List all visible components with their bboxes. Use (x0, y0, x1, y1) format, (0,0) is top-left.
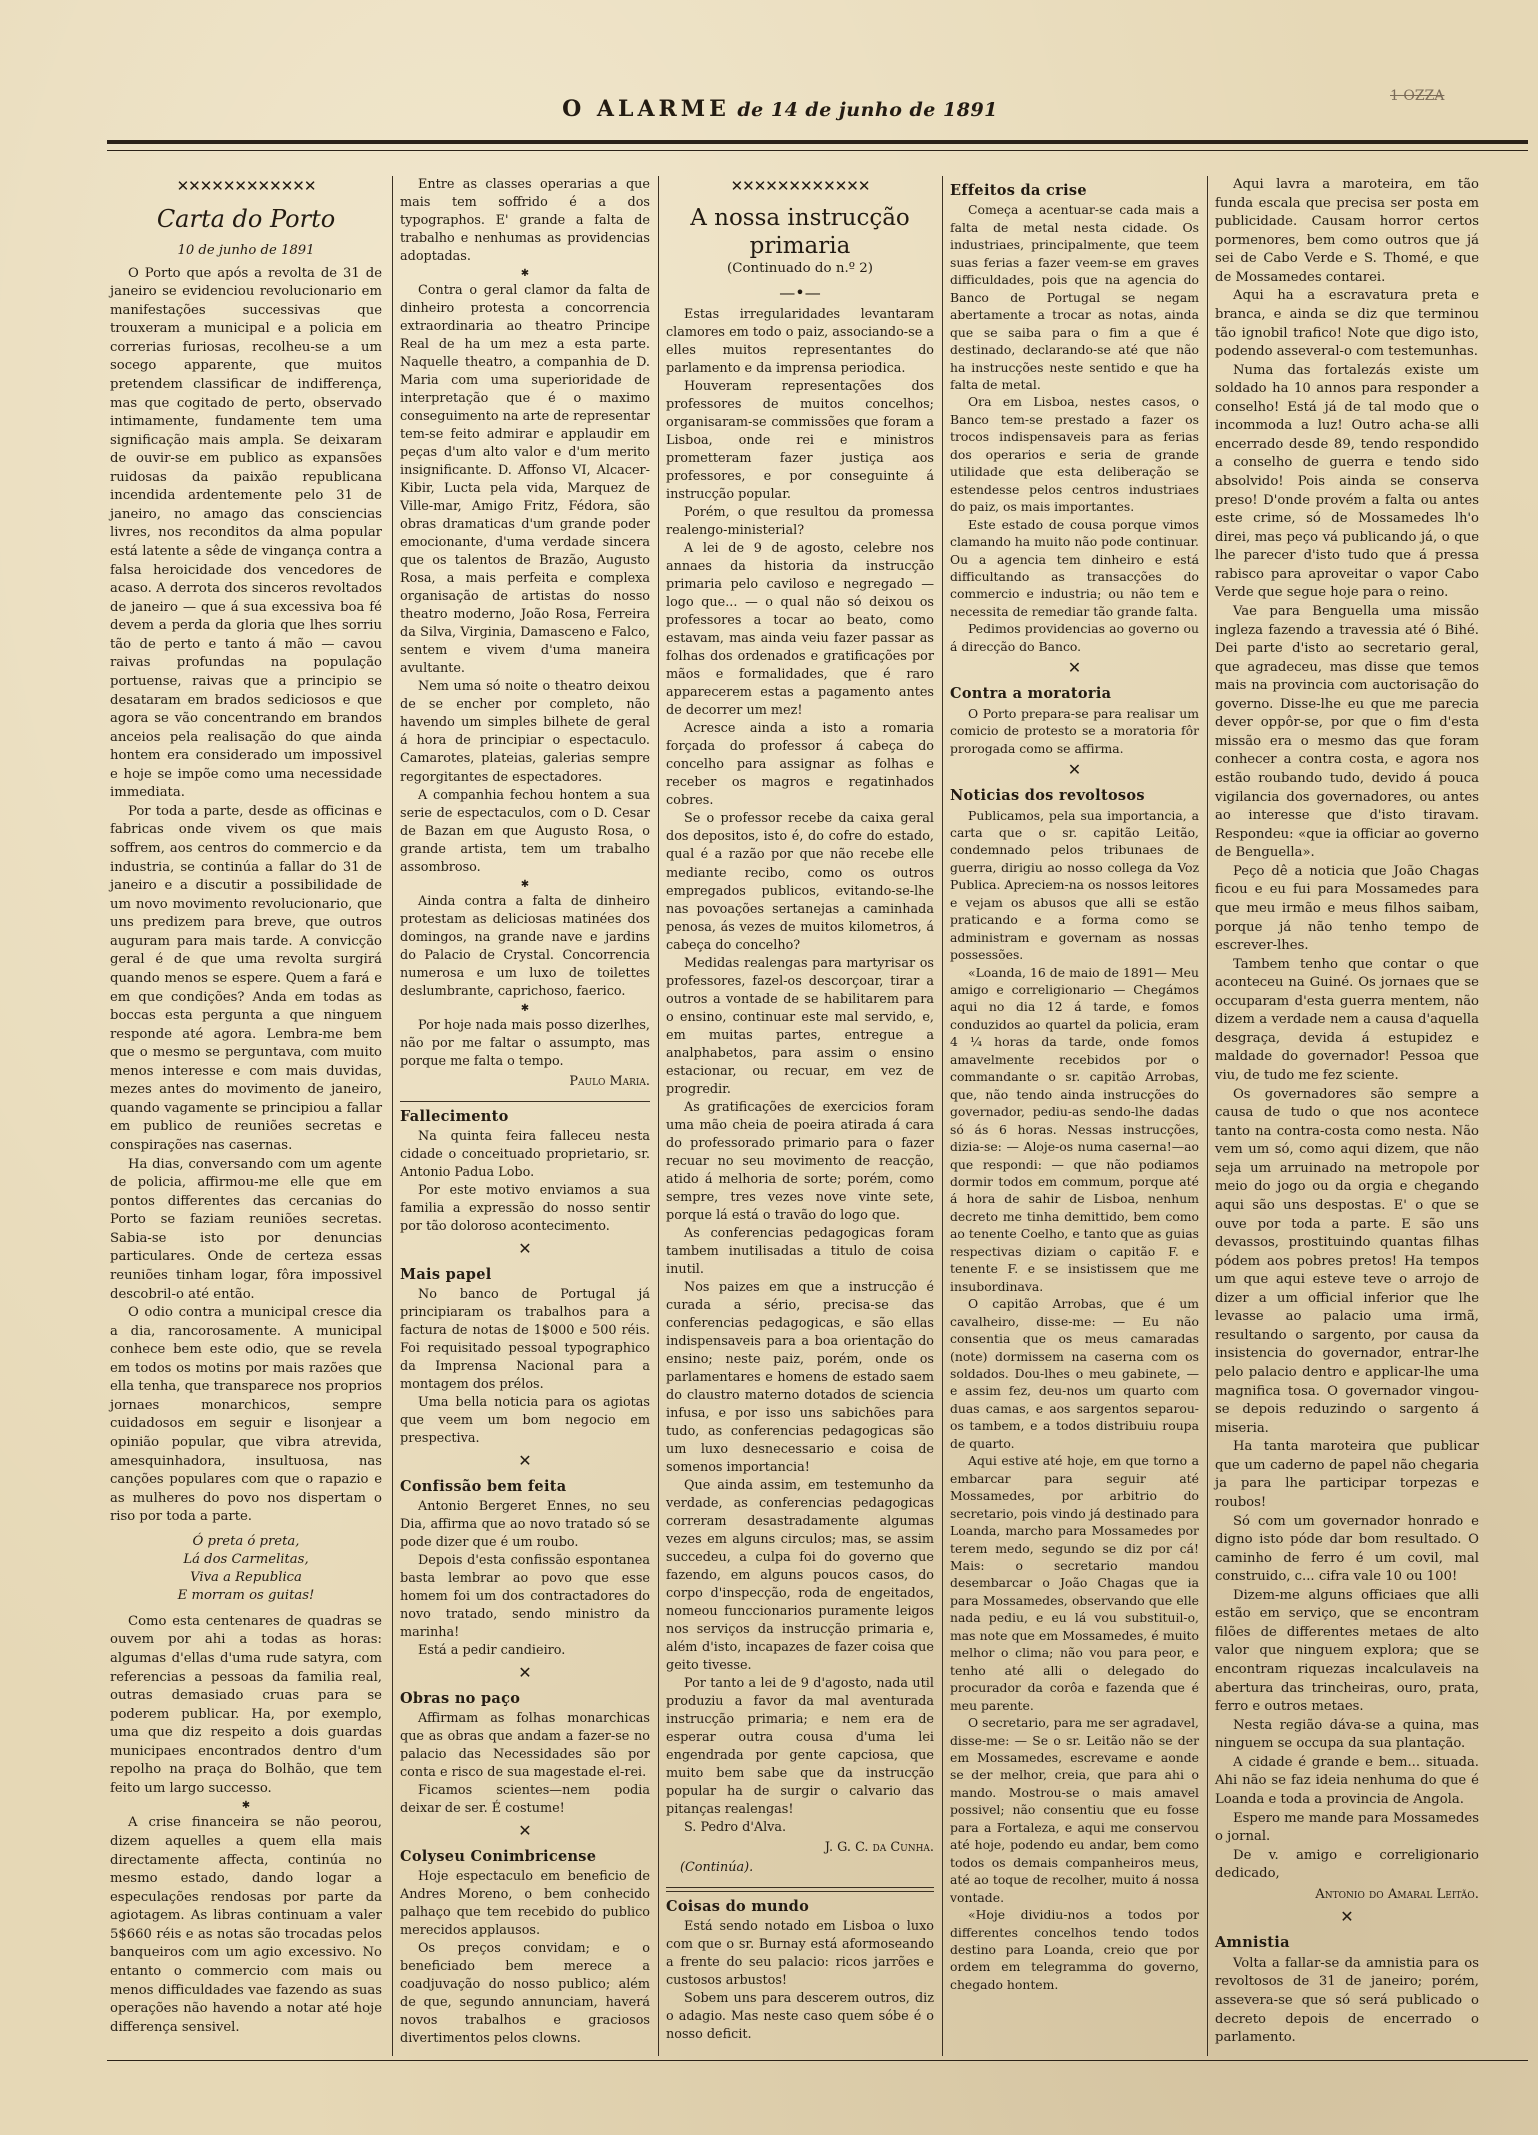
cross-separator: ✕ (1067, 658, 1082, 678)
paragraph: Como esta centenares de quadras se ouvem por ahi a todas as horas: algumas d'ellas d'uma rude satyra, com referencias a pessoas da familia real, outras demasiado cruas para se poderem publicar. Ha, por exemplo, uma que diz respeito a dois guardas municipaes encontrados dentro d'um repolho na praça do Bolhão, que tem feito um largo successo. (110, 1613, 382, 1796)
section-star: ✱ (520, 878, 530, 890)
paragraph: Ora em Lisboa, nestes casos, o Banco tem-se prestado a fazer os trocos indispensaveis para as ferias dos operarios e seria de grande utilidade que esta deliberação se estendesse pelos centros industriaes do paiz, os mais importantes. (950, 394, 1199, 515)
paragraph: Por este motivo enviamos a sua familia a expressão do nosso sentir por tão doloroso acontecimento. (400, 1182, 650, 1234)
paragraph: Por tanto a lei de 9 d'agosto, nada util produziu a favor da mal aventurada instrucção primaria; e nem era de esperar outra cousa d'uma lei engendrada por gente capciosa, que muito bem sabe que da instrucção popular ha de surgir o calvario das pitanças realengas! (666, 1676, 934, 1818)
paragraph: Tambem tenho que contar o que aconteceu na Guiné. Os jornaes que se occuparam d'esta guerra mentem, não dizem a verdade nem a causa d'aquella desgraça, devida á estupidez e maldade do governador! Pessoa que viu, de tudo me fez sciente. (1215, 956, 1479, 1083)
paragraph: «Loanda, 16 de maio de 1891— Meu amigo e correligionario — Chegámos aqui no dia 12 á tarde, e fomos conduzidos ao quartel da policia, eram 4 ¼ horas da tarde, onde fomos amavelmente recebidos por o commandante o sr. capitão Arrobas, que, não tendo ainda instrucções do governador, pediu-as sendo-lhe dadas só ás 6 horas. Nessas instrucções, dizia-se: — Aloje-os numa caserna!—ao que respondi: — que não podiamos dormir todos em commum, porque até á hora de sahir de Lisboa, nenhum decreto me tinha demittido, bem como ao tenente Coelho, e tanto que as guias respectivas diziam o capitão F. e tenente F. e se insistissem que me insubordinava. (950, 964, 1199, 1294)
column-3 (666, 176, 934, 2045)
header-rule-thin (107, 150, 1528, 151)
cross-separator: ✕ (518, 1821, 532, 1841)
cross-separator: ✕ (518, 1238, 532, 1258)
paragraph: A cidade é grande e bem... situada. Ahi não se faz ideia nenhuma do que é Loanda e toda a provincia de Angola. (1215, 1754, 1479, 1807)
paragraph: Houveram representações dos professores de muitos concelhos; organisaram-se commissões que foram a Lisboa, onde rei e ministros prometteram fazer justiça aos professores, e por conseguinte á instrucção popular. (666, 379, 934, 503)
paragraph: O odio contra a municipal cresce dia a dia, rancorosamente. A municipal conhece bem este odio, que se revela em todos os motins por mais razões que ella tenha, que transparece nos proprios jornaes monarchicos, sempre cuidadosos em seguir e lisonjear a opinião popular, que vibra atrevida, amesquinhadora, insultuosa, nas canções populares com que o rapazio e as mulheres do povo nos dispertam o riso por toda a parte. (110, 1305, 382, 1525)
dateline: 10 de junho de 1891 (177, 243, 315, 258)
paragraph: A crise financeira se não peorou, dizem aquelles a quem ella mais directamente affecta, continúa no mesmo estado, dando logar a especulações rendosas por parte da agiotagem. As libras continuam a valer 5$660 réis e as notas são trocadas pelos banqueiros com um agio excessivo. No entanto o commercio com mais ou menos difficuldades vae fazendo as suas operações não havendo a notar até hoje differença sensivel. (110, 1815, 382, 2035)
paragraph: Affirmam as folhas monarchicas que as obras que andam a fazer-se no palacio das Necessidades são por conta e risco de sua magestade el-rei. (400, 1711, 650, 1781)
paragraph: As conferencias pedagogicas foram tambem inutilisadas a titulo de coisa inutil. (666, 1225, 934, 1277)
paragraph: Ha tanta maroteira que publicar que um caderno de papel não chegaria ja para lhe participar torpezas e roubos! (1215, 1439, 1479, 1510)
section-heading: Coisas do mundo (666, 1898, 810, 1916)
paragraph: Publicamos, pela sua importancia, a carta que o sr. capitão Leitão, condemnado pelos tribunaes de guerra, dirigiu ao nosso collega da Voz Publica. Apreciem-na os nossos leitores e vejam os abusos que alli se estão praticando e a forma como se administram e governam as nossas possessões. (950, 807, 1199, 963)
verse-line: Viva a Republica (190, 1569, 302, 1585)
paragraph: Vae para Benguella uma missão ingleza fazendo a travessia até ó Bihé. Dei parte d'isto ao secretario geral, que agradeceu, mas disse que temos mais na provincia com auctorisação do governo. Disse-lhe eu que me parecia dever oppôr-se, por que o fim d'esta missão era o mesmo das que foram conhecer a contra costa, e agora nos estão roubando tudo, devido á pouca vigilancia dos governadores, ou antes ao interesse que d'isto tiravam. Respondeu: «que ia officiar ao governo de Benguella». (1215, 603, 1479, 861)
paragraph: Este estado de cousa porque vimos clamando ha muito não pode continuar. Ou a agencia tem dinheiro e está difficultando as transacções do commercio e industria; ou não tem e necessita de remediar tão grande falta. (950, 516, 1199, 619)
paragraph: Espero me mande para Mossamedes o jornal. (1215, 1810, 1479, 1845)
paragraph: Só com um governador honrado e digno isto póde dar bom resultado. O caminho de ferro é um covil, mal construido, c... cifra vale 10 ou 100! (1215, 1513, 1479, 1585)
section-heading: Noticias dos revoltosos (950, 787, 1145, 805)
column-divider (1207, 176, 1208, 2056)
section-heading: Fallecimento (400, 1107, 509, 1125)
cross-separator: ✕ (1340, 1907, 1354, 1927)
section-rule (666, 1887, 934, 1892)
paragraph: Contra o geral clamor da falta de dinheiro protesta a concorrencia extraordinaria ao theatro Principe Real de ha um mez a esta parte. Naquelle theatro, a companhia de D. Maria com uma superioridade de interpretação que é o maximo conseguimento na arte de representar tem-se feito admirar e applaudir em peças d'um alto valor e d'um merito insignificante. D. Affonso VI, Alcacer-Kibir, Lucta pela vida, Marquez de Ville-mar, Amigo Fritz, Fédora, são obras dramaticas d'um grande poder emocionante, d'uma verdade sincera que os talentos de Brazão, Augusto Rosa, a mais perfeita e complexa organisação de artistas do nosso theatro moderno, João Rosa, Ferreira da Silva, Virginia, Damasceno e Falco, sentem e vivem d'uma maneira avultante. (400, 283, 650, 677)
paragraph: «Hoje dividiu-nos a todos por differentes concelhos tendo todos destino para Loanda, creio que por ordem em telegramma do governo, chegado hontem. (950, 1907, 1199, 1992)
paragraph: Medidas realengas para martyrisar os professores, fazel-os descorçoar, tirar a outros a vontade de se habilitarem para o ensino, continuar este mal servido, e, em muitas partes, entregue a analphabetos, para assim o ensino estacionar, ou recuar, em vez de progredir. (666, 955, 934, 1097)
column-4 (950, 176, 1199, 1993)
paragraph: Está a pedir candieiro. (418, 1643, 566, 1659)
paragraph: Se o professor recebe da caixa geral dos depositos, isto é, do cofre do estado, qual é a razão por que não recebe elle mediante recibo, como os outros empregados publicos, evitando-se-lhe nas povoações sertanejas a caminhada penosa, ás vezes de muitos kilometros, á cabeça do concelho? (666, 811, 934, 953)
section-heading: Effeitos da crise (950, 182, 1087, 199)
paragraph: As gratificações de exercicios foram uma mão cheia de poeira atirada á cara do professorado primario para o fazer recuar no seu movimento de reacção, atido á melhoria de sorte; porém, como sempre, tres vezes nove vinte sete, porque lá está o travão do logo que. (666, 1099, 934, 1223)
paragraph: Acresce ainda a isto a romaria forçada do professor á cabeça do concelho para assignar as folhas e receber os magros e regatinhados cobres. (666, 721, 934, 809)
paragraph: Por hoje nada mais posso dizerlhes, não por me faltar o assumpto, mas porque me falta o tempo. (400, 1017, 650, 1069)
paragraph: No banco de Portugal já principiaram os trabalhos para a factura de notas de 1$000 e 500 réis. Foi requisitado pessoal typographico da Imprensa Nacional para a montagem dos prélos. (400, 1286, 650, 1392)
paragraph: O Porto prepara-se para realisar um comicio de protesto se a moratoria fôr prorogada como se affirma. (950, 705, 1199, 756)
place-line: S. Pedro d'Alva. (684, 1820, 787, 1836)
dash-ornament: —•— (779, 283, 821, 303)
section-heading: Contra a moratoria (950, 685, 1112, 703)
paragraph: Por toda a parte, desde as officinas e fabricas onde vivem os que mais soffrem, aos centros do commercio e da industria, se continúa a fallar do 31 de janeiro e a discutir a possibilidade de um novo movimento revolucionario, que uns predizem para breve, que outros auguram para mais tarde. A convicção geral é de que uma revolta surgirá quando menos se espere. Quem a fará e em que condições? Anda em todas as boccas esta pergunta a que ninguem responde até agora. Lembra-me bem que o mesmo se perguntava, com muito menos interesse e com mais duvidas, mezes antes do movimento de janeiro, quando vagamente se principiou a fallar em publico de reuniões secretas e conspirações nas casernas. (110, 803, 382, 1153)
cross-separator: ✕ (1067, 760, 1082, 780)
column-divider (392, 176, 393, 2056)
paragraph: Sobem uns para descerem outros, diz o adagio. Mas neste caso quem sóbe é o nosso deficit. (666, 1991, 934, 2043)
newspaper-title: O ALARME (562, 96, 730, 122)
paragraph: Aqui lavra a maroteira, em tão funda escala que precisa ser posta em publicidade. Causam horror certos pormenores, bem como outros que já sei de Cabo Verde e S. Thomé, e que de Mossamedes contarei. (1215, 177, 1479, 285)
section-heading: Confissão bem feita (400, 1478, 567, 1496)
article-heading: A nossa instrucção primaria (690, 205, 910, 259)
column-1 (110, 176, 382, 2037)
section-heading: Obras no paço (400, 1690, 521, 1708)
verse-line: E morram os guitas! (177, 1587, 315, 1603)
section-heading: Mais papel (400, 1265, 492, 1283)
paragraph: Depois d'esta confissão espontanea basta lembrar ao povo que esse homem foi um dos contractadores do novo tratado, sendo ministro da marinha! (400, 1553, 650, 1641)
paragraph: Pedimos providencias ao governo ou á direcção do Banco. (950, 621, 1199, 654)
section-rule (400, 1101, 650, 1102)
paragraph: Na quinta feira falleceu nesta cidade o conceituado proprietario, sr. Antonio Padua Lobo. (400, 1128, 650, 1180)
paragraph: O secretario, para me ser agradavel, disse-me: — Se o sr. Leitão não se der em Mossamedes, escrevame e aonde se der melhor, creia, que para ahi o mando. Mostrou-se o mais amavel possivel; não consentiu que eu fosse para a Fortaleza, e aqui me conservou até hoje, podendo eu andar, bem como todos os demais companheiros meus, até ao toque de recolher, muito á nossa vontade. (950, 1715, 1199, 1905)
paragraph: Hoje espectaculo em beneficio de Andres Moreno, o bem conhecido palhaço que tem recebido do publico merecidos applausos. (400, 1869, 650, 1939)
verse (110, 1533, 382, 1605)
paragraph: Nos paizes em que a instrucção é curada a sério, precisa-se das conferencias pedagogicas, e são ellas indispensaveis para a boa orientação do ensino; neste paiz, porém, onde os parlamentares e homens de estado saem do claustro materno dotados de sciencia infusa, e por isso uns sabichões para tudo, as conferencias pedagogicas são um luxo desnecessario e coisa de somenos importancia! (666, 1279, 934, 1476)
article-subheading: (Continuado do n.º 2) (726, 261, 873, 276)
signature: J. G. C. da Cunha. (824, 1840, 934, 1856)
section-star: ✱ (241, 1800, 251, 1812)
section-star: ✱ (520, 268, 530, 280)
column-2 (400, 176, 650, 2048)
paragraph: De v. amigo e correligionario dedicado, (1215, 1847, 1479, 1882)
cross-separator: ✕ (518, 1663, 532, 1683)
column-divider (942, 176, 943, 2056)
cross-separator: ✕ (518, 1451, 532, 1471)
verse-line: Lá dos Carmelitas, (183, 1551, 309, 1567)
paragraph: Aqui estive até hoje, em que torno a embarcar para seguir até Mossamedes, por arbitrio do secretario, pois vindo já destinado para Loanda, marcho para Mossamedes por terem medo, segundo se diz por cá! Mais: o secretario mandou desembarcar o João Chagas que ia para Mossamedes, observando que elle nada pediu, e eu lá vou substituil-o, mas note que em Mossamedes, é muito melhor o clima; não vou para peor, e tenho até alli o delegado do procurador da corôa e fazenda que é meu parente. (950, 1453, 1199, 1713)
paragraph: Começa a acentuar-se cada mais a falta de metal nesta cidade. Os industriaes, principalmente, que teem suas ferias a fazer veem-se em graves difficuldades, pois que na agencia do Banco de Portugal se negam abertamente a trocar as notas, ainda que se saiba para o fim a que é destinado, declarando-se até que não ha instrucções neste sentido e que ha falta de metal. (950, 202, 1199, 392)
paragraph: O capitão Arrobas, que é um cavalheiro, disse-me: — Eu não consentia que os meus camaradas (note) dormissem na caserna com os soldados. Dou-lhes o meu gabinete, — e assim fez, deu-nos um quarto com duas camas, e aos sargentos separou-os tambem, e a todos distribuiu roupa de quarto. (950, 1296, 1199, 1451)
section-star: ✱ (520, 1002, 530, 1014)
paragraph: Estas irregularidades levantaram clamores em todo o paiz, associando-se a elles muitos representantes do parlamento e da imprensa periodica. (666, 307, 934, 377)
issue-date: de 14 de junho de 1891 (737, 99, 998, 121)
paragraph: Nesta região dáva-se a quina, mas ninguem se occupa da sua plantação. (1215, 1717, 1479, 1752)
paragraph: O Porto que após a revolta de 31 de janeiro se evidenciou revolucionario em manifestações successivas que trouxeram a municipal e a policia em correrias furiosas, recolheu-se a um socego apparente, que muitos pretendem classificar de indifferença, mas que cogitado de perto, observado intimamente, fundamente tem uma significação mais ampla. Se deixaram de ouvir-se em publico as expansões ruidosas da paixão republicana incendida ardentemente pelo 31 de janeiro, no amago das consciencias livres, nos reconditos da alma popular está latente a sêde de vingança contra a falsa heroicidade dos vencedores de acaso. A derrota dos sinceros revoltados de janeiro — que á sua excessiva boa fé devem a perda da gloria que lhes sorriu tão de perto e tanto á mão — cavou raivas profundas na população portuense, raivas que a principio se desataram em brados sediciosos e que agora se vão concentrando em brandos anceios pela realisação do que ainda hontem era considerado um impossivel e hoje se impõe como uma necessidade immediata. (110, 265, 382, 801)
article-heading: Carta do Porto (156, 205, 336, 233)
paragraph: Numa das fortalezás existe um soldado ha 10 annos para responder a conselho! Está já de tal modo que o incommoda a luz! Outro acha-se alli encerrado desde 89, tendo respondido a conselho de guerra e tendo sido absolvido! Pois ainda se conserva preso! D'onde provém a falta ou antes este crime, só de Mossamedes lh'o direi, mas peço vá publicando já, o que lhe parecer d'isto tudo que á pressa rabisco para aproveitar o vapor Cabo Verde que segue hoje para o reino. (1215, 362, 1479, 601)
paragraph: Peço dê a noticia que João Chagas ficou e eu fui para Mossamedes para que meu irmão e meus filhos saibam, porque já não tenho tempo de escrever-lhes. (1215, 863, 1479, 954)
paragraph: Entre as classes operarias a que mais tem soffrido é a dos typographos. E' grande a falta de trabalho e nenhumas as providencias adoptadas. (400, 177, 650, 265)
section-heading: Amnistia (1215, 1934, 1290, 1952)
column-5 (1215, 176, 1479, 2048)
paragraph: Aqui ha a escravatura preta e branca, e ainda se diz que terminou tão ignobil trafico! Note que digo isto, podendo asseveral-o com testemunhas. (1215, 288, 1479, 360)
ornament-border: ✕✕✕✕✕✕✕✕✕✕✕✕ (176, 177, 316, 195)
column-divider (658, 176, 659, 2056)
paragraph: Os preços convidam; e o beneficiado bem merece a coadjuvação do nosso publico; além de que, segundo annunciam, haverá novos trabalhos e graciosos divertimentos pelos clowns. (400, 1941, 650, 2047)
paragraph: A lei de 9 de agosto, celebre nos annaes da historia da instrucção primaria pelo caviloso e negregado — logo que... — o qual não só deixou os professores a tocar ao beato, como estavam, mas ainda veiu fazer passar as folhas dos ordenados e gratificações por mãos e formalidades, que é raro apparecerem estas a pagamento antes de decorrer um mez! (666, 541, 934, 719)
paragraph: Os governadores são sempre a causa de tudo o que nos acontece tanto na contra-costa como nesta. Não vem um só, como aqui dizem, que não seja um arruinado na metropole por meio do jogo ou da orgia e chegando aqui são uns despostas. E' o que se ouve por toda a parte. E são uns devassos, prostituindo quantas filhas pódem aos pobres pretos! Ha tempos um que aqui esteve teve o arrojo de dizer a um official inferior que lhe levasse ao palacio uma irmã, resultando o sargento, por causa da insistencia do governador, entrar-lhe pelo palacio dentro e applicar-lhe uma magnifica tosa. O governador vingou-se depois reduzindo o sargento á miseria. (1215, 1086, 1479, 1436)
footer-rule (107, 2060, 1528, 2061)
paragraph: Que ainda assim, em testemunho da verdade, as conferencias pedagogicas correram desastradamente algumas vezes em alguns circulos; mas, se assim succedeu, a culpa foi do governo que fazendo, em alguns poucos casos, do corpo d'inspecção, roda de engeitados, nomeou funccionarios puramente leigos nos serviços da instrucção primaria e, além d'isto, incapazes de fazer coisa que geito tivesse. (666, 1478, 934, 1674)
section-heading: Colyseu Conimbricense (400, 1848, 597, 1866)
paragraph: Ficamos scientes—nem podia deixar de ser. É costume! (400, 1783, 650, 1817)
verse-line: Ó preta ó preta, (192, 1533, 300, 1549)
paragraph: Dizem-me alguns officiaes que alli estão em serviço, que se encontram filões de differentes metaes de alto valor que ninguem explora; que se encontram riquezas incalculaveis na abertura das trincheiras, ouro, prata, ferro e outros metaes. (1215, 1587, 1479, 1715)
paragraph: Ha dias, conversando com um agente de policia, affirmou-me elle que em pontos differentes das cercanias do Porto se faziam reuniões secretas. Sabia-se isto por denuncias particulares. Onde de certeza essas reuniões tinham logar, fôra impossivel descobril-o até então. (110, 1156, 382, 1302)
paragraph: A companhia fechou hontem a sua serie de espectaculos, com o D. Cesar de Bazan em que Augusto Rosa, o grande artista, tem um trabalho assombroso. (400, 787, 650, 875)
continues-note: (Continúa). (680, 1860, 754, 1876)
paragraph: Volta a fallar-se da amnistia para os revoltosos de 31 de janeiro; porém, assevera-se que só será publicado o decreto depois de encerrado o parlamento. (1215, 1955, 1479, 2046)
header-rule (107, 140, 1528, 144)
paragraph: Nem uma só noite o theatro deixou de se encher por completo, não havendo um simples bilhete de geral á hora de principiar o espectaculo. Camarotes, plateias, galerias sempre regorgitantes de espectadores. (400, 679, 650, 785)
paragraph: Antonio Bergeret Ennes, no seu Dia, affirma que ao novo tratado só se pode dizer que é um roubo. (400, 1499, 650, 1551)
library-stamp: 1 OZZA (1390, 88, 1445, 104)
ornament-border: ✕✕✕✕✕✕✕✕✕✕✕✕ (730, 177, 870, 195)
paragraph: Uma bella noticia para os agiotas que veem um bom negocio em prespectiva. (400, 1394, 650, 1446)
paragraph: Porém, o que resultou da promessa realengo-ministerial? (666, 505, 934, 539)
paragraph: Ainda contra a falta de dinheiro protestam as deliciosas matinées dos domingos, na grande nave e jardins do Palacio de Crystal. Concorrencia numerosa e um luxo de toilettes deslumbrante, caprichoso, faerico. (400, 893, 650, 999)
signature: Paulo Maria. (569, 1073, 650, 1089)
masthead (520, 96, 1040, 122)
signature: Antonio do Amaral Leitão. (1315, 1886, 1479, 1902)
paragraph: Está sendo notado em Lisboa o luxo com que o sr. Burnay está aformoseando a frente do seu palacio: ricos jarrões e custosos arbustos! (666, 1919, 934, 1989)
